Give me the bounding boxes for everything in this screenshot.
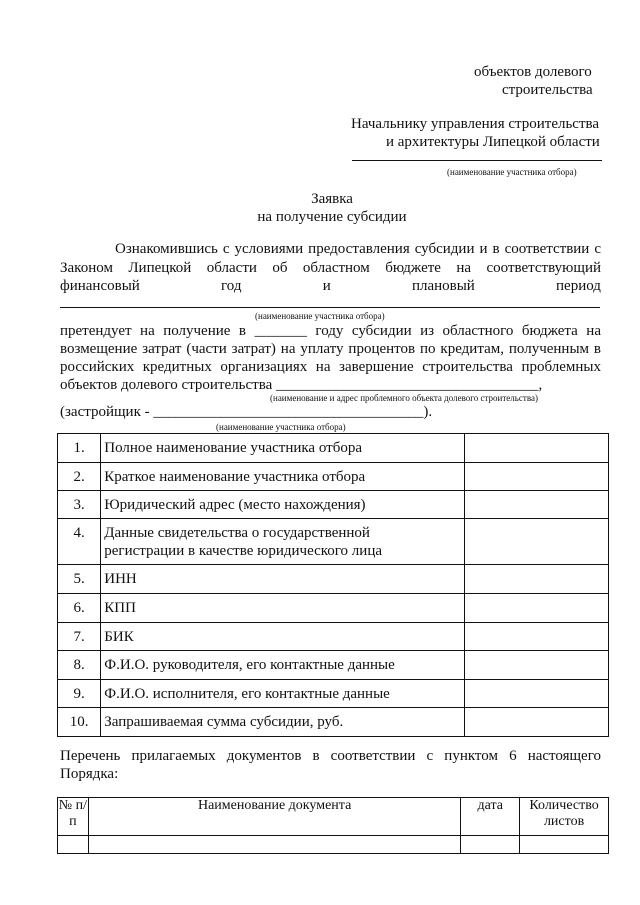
row-value[interactable] bbox=[464, 651, 608, 680]
paragraph-1-line-3 bbox=[60, 277, 601, 295]
row-value[interactable] bbox=[464, 491, 608, 519]
addressee-line-2: и архитектуры Липецкой области bbox=[386, 134, 600, 150]
row-number: 1. bbox=[58, 434, 101, 463]
row-label: Данные свидетельства о государственной регистрации в качестве юридического лица bbox=[101, 519, 464, 565]
word: плановый bbox=[411, 278, 475, 294]
cell-document-name[interactable] bbox=[88, 836, 461, 854]
row-value[interactable] bbox=[464, 519, 608, 565]
row-number: 9. bbox=[58, 680, 101, 708]
column-header-document-name: Наименование документа bbox=[88, 798, 461, 836]
row-label: Ф.И.О. руководителя, его контактные данные bbox=[101, 651, 464, 680]
word: период bbox=[556, 278, 601, 294]
participant-caption: (наименование участника отбора) bbox=[447, 167, 577, 177]
row-number: 5. bbox=[58, 565, 101, 594]
table-row bbox=[58, 463, 609, 491]
row-number: 2. bbox=[58, 463, 101, 491]
participant-name-underline bbox=[60, 307, 600, 308]
word: финансовый bbox=[60, 278, 140, 294]
row-label: КПП bbox=[101, 594, 464, 623]
row-number: 4. bbox=[58, 519, 101, 565]
column-header-date: дата bbox=[461, 798, 520, 836]
cell-date[interactable] bbox=[461, 836, 520, 854]
word: и bbox=[322, 278, 331, 294]
row-value[interactable] bbox=[464, 680, 608, 708]
row-label: Краткое наименование участника отбора bbox=[101, 463, 464, 491]
object-caption: (наименование и адрес проблемного объекта долевого строительства) bbox=[270, 393, 538, 403]
row-value[interactable] bbox=[464, 594, 608, 623]
applicant-info-table bbox=[57, 433, 609, 737]
table-row bbox=[58, 708, 609, 737]
row-label: Полное наименование участника отбора bbox=[101, 434, 464, 463]
table-row bbox=[58, 623, 609, 651]
paragraph-2-line-3: российских кредитных организациях на завершение строительства проблемных bbox=[60, 359, 601, 375]
table-row bbox=[58, 491, 609, 519]
row-label: БИК bbox=[101, 623, 464, 651]
developer-line: (застройщик - ____________________________________). bbox=[60, 404, 433, 420]
docs-intro-line-2: Порядка: bbox=[60, 766, 119, 782]
document-title: Заявка bbox=[311, 191, 353, 207]
participant-underline bbox=[352, 160, 602, 161]
row-label: Запрашиваемая сумма субсидии, руб. bbox=[101, 708, 464, 737]
row-value[interactable] bbox=[464, 565, 608, 594]
row-number: 6. bbox=[58, 594, 101, 623]
participant-name-caption: (наименование участника отбора) bbox=[255, 311, 385, 321]
row-value[interactable] bbox=[464, 463, 608, 491]
row-number: 7. bbox=[58, 623, 101, 651]
row-value[interactable] bbox=[464, 623, 608, 651]
docs-intro-line-1: Перечень прилагаемых документов в соответствии с пунктом 6 настоящего bbox=[60, 748, 601, 764]
paragraph-2-line-2: возмещение затрат (части затрат) на уплату процентов по кредитам, полученным в bbox=[60, 341, 601, 357]
table-row bbox=[58, 836, 609, 854]
row-value[interactable] bbox=[464, 708, 608, 737]
column-header-sheet-count: Количество листов bbox=[520, 798, 609, 836]
table-header-row bbox=[58, 798, 609, 836]
row-label: ИНН bbox=[101, 565, 464, 594]
row-number: 8. bbox=[58, 651, 101, 680]
addressee-line-1: Начальнику управления строительства bbox=[351, 116, 600, 132]
row-number: 10. bbox=[58, 708, 101, 737]
row-label: Юридический адрес (место нахождения) bbox=[101, 491, 464, 519]
paragraph-2-line-1: претендует на получение в _______ году субсидии из областного бюджета на bbox=[60, 323, 601, 339]
developer-caption: (наименование участника отбора) bbox=[216, 422, 346, 432]
header-line-2: строительства bbox=[502, 82, 593, 98]
word: год bbox=[221, 278, 242, 294]
table-row bbox=[58, 565, 609, 594]
table-row bbox=[58, 680, 609, 708]
cell-sheet-count[interactable] bbox=[520, 836, 609, 854]
paragraph-1-line-2: Законом Липецкой области об областном бюджете на соответствующий bbox=[60, 260, 601, 276]
row-label: Ф.И.О. исполнителя, его контактные данные bbox=[101, 680, 464, 708]
paragraph-1-line-1: Ознакомившись с условиями предоставления субсидии и в соответствии с bbox=[115, 241, 601, 257]
table-row bbox=[58, 434, 609, 463]
documents-table bbox=[57, 797, 609, 854]
cell-number[interactable] bbox=[58, 836, 89, 854]
table-row bbox=[58, 519, 609, 565]
column-header-number: № п/п bbox=[58, 798, 89, 836]
row-number: 3. bbox=[58, 491, 101, 519]
table-row bbox=[58, 651, 609, 680]
header-line-1: объектов долевого bbox=[474, 64, 592, 80]
document-subtitle: на получение субсидии bbox=[257, 209, 407, 225]
row-value[interactable] bbox=[464, 434, 608, 463]
paragraph-2-line-4: объектов долевого строительства ___________________________________, bbox=[60, 377, 543, 393]
table-row bbox=[58, 594, 609, 623]
